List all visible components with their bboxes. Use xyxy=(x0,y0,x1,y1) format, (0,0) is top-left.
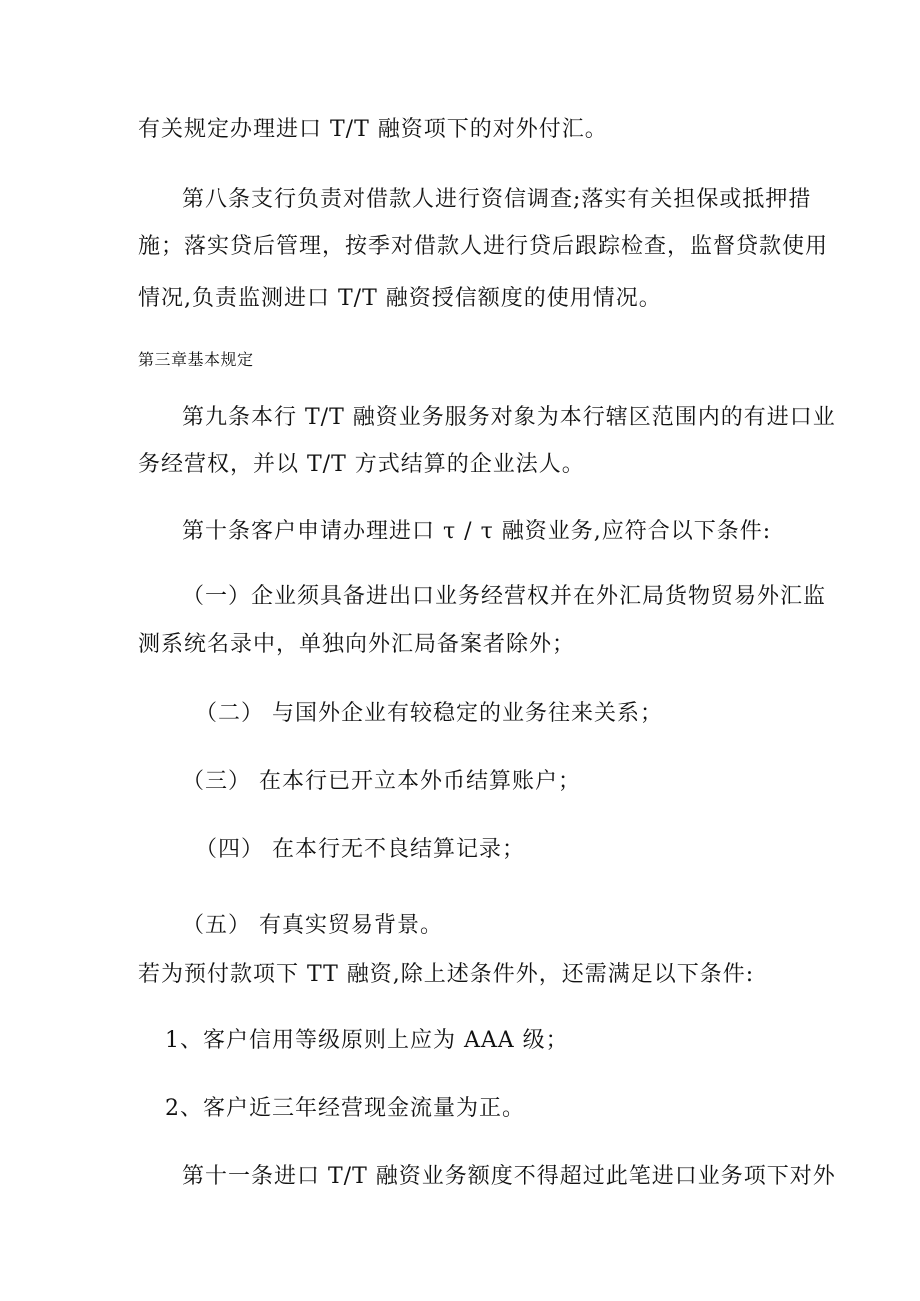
paragraph-line: 有关规定办理进口 T/T 融资项下的对外付汇。 xyxy=(138,117,608,142)
article-11-line: 第十一条进口 T/T 融资业务额度不得超过此笔进口业务项下对外 xyxy=(182,1164,836,1189)
numbered-item-1: 1、客户信用等级原则上应为 AAA 级； xyxy=(165,1028,569,1053)
paragraph-line: 施；落实贷后管理，按季对借款人进行贷后跟踪检查，监督贷款使用 xyxy=(138,234,829,259)
article-9-line: 第九条本行 T/T 融资业务服务对象为本行辖区范围内的有进口业 xyxy=(182,405,836,430)
condition-2-line: （二） 与国外企业有较稳定的业务往来关系； xyxy=(195,701,663,726)
prepayment-line: 若为预付款项下 TT 融资,除上述条件外，还需满足以下条件: xyxy=(138,962,755,987)
condition-5-line: （五） 有真实贸易背景。 xyxy=(182,913,443,938)
numbered-item-2: 2、客户近三年经营现金流量为正。 xyxy=(165,1096,525,1121)
paragraph-line: 情况,负责监测进口 T/T 融资授信额度的使用情况。 xyxy=(138,286,662,311)
paragraph-line: 测系统名录中，单独向外汇局备案者除外； xyxy=(138,632,576,657)
paragraph-line: 务经营权，并以 T/T 方式结算的企业法人。 xyxy=(138,452,585,477)
condition-1-line: （一）企业须具备进出口业务经营权并在外汇局货物贸易外汇监 xyxy=(182,584,827,609)
condition-4-line: （四） 在本行无不良结算记录； xyxy=(195,837,525,862)
article-10-line: 第十条客户申请办理进口 τ / τ 融资业务,应符合以下条件: xyxy=(182,519,772,544)
chapter-heading: 第三章基本规定 xyxy=(138,350,254,369)
condition-3-line: （三） 在本行已开立本外币结算账户； xyxy=(182,769,581,794)
article-8-line: 第八条支行负责对借款人进行资信调查;落实有关担保或抵押措 xyxy=(182,187,812,212)
